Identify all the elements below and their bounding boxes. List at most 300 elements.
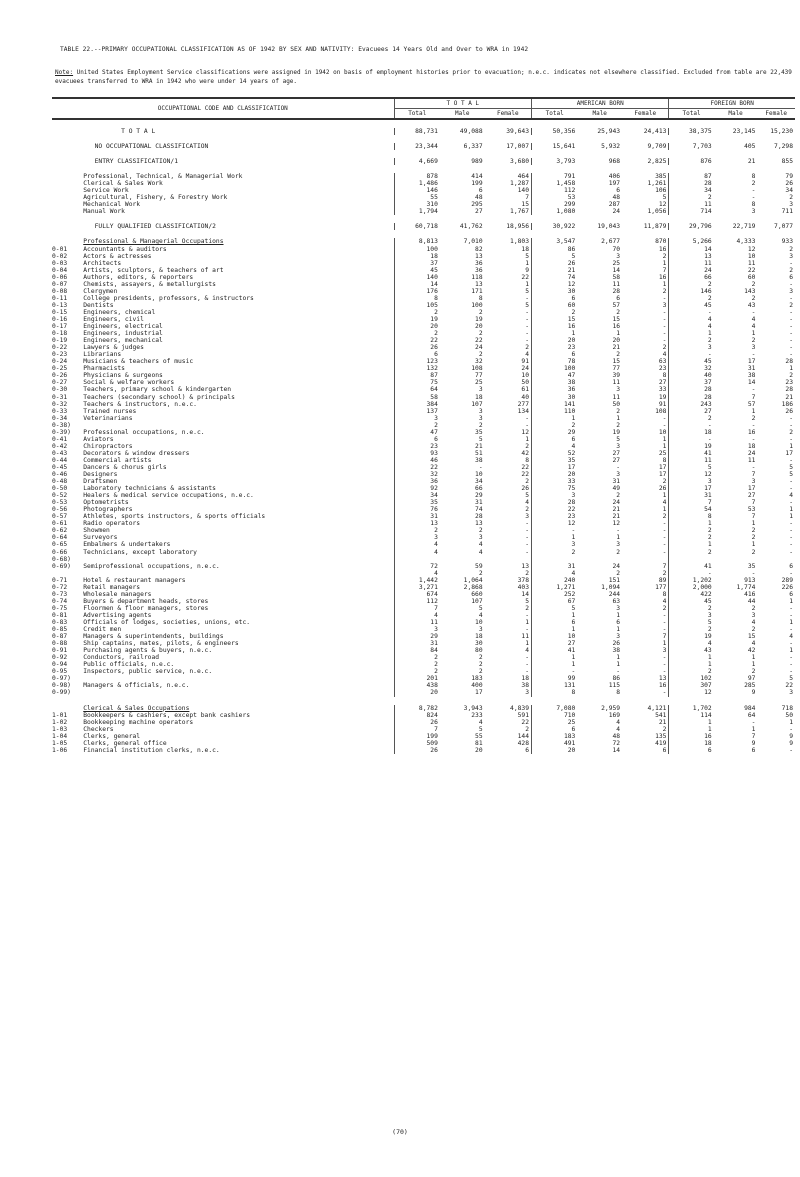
value-cell: 2 [478,330,483,338]
value-cell: 18 [521,675,529,683]
value-cell: 1 [751,725,756,733]
occupation-name: Engineers, mechanical [83,337,163,345]
sub-header: Total [394,109,440,120]
value-cell: 4 [394,570,440,577]
value-cell: - [532,527,578,534]
table-row [52,464,795,471]
value-cell: 28 [612,287,621,295]
value-cell: 13 [521,562,529,570]
value-cell: 80 [475,647,483,655]
value-cell: 24 [747,449,756,457]
value-cell: 8 [525,456,529,464]
sub-header: Total [669,109,714,120]
value-cell: 35 [532,457,578,464]
value-cell: 870 [655,238,667,246]
value-cell: 17 [532,464,578,471]
value-cell: 7 [751,393,756,401]
value-cell: - [751,194,756,202]
value-cell: 3,793 [532,158,578,165]
occupation-name: Professional & Managerial Occupations [83,238,224,246]
value-cell: 8,813 [394,238,440,245]
value-cell: 6,337 [463,143,483,151]
value-cell: 5 [478,435,483,443]
value-cell: 1,486 [394,180,440,187]
value-cell: 36 [532,386,578,393]
occupation-code: 0-07 [52,280,68,288]
occupation-name: Actors & actresses [83,252,152,260]
value-cell: 60,718 [394,223,440,230]
value-cell: 7 [669,499,714,506]
occupation-name: Laboratory technicians & assistants [83,485,216,493]
value-cell: - [662,337,667,345]
value-cell: 2 [789,372,793,380]
value-cell: 87 [394,372,440,379]
value-cell: 4 [669,316,714,323]
value-cell: - [789,344,793,352]
value-cell: 11 [612,393,621,401]
value-cell: - [662,541,667,549]
table-row [52,429,795,436]
occupation-code [52,173,83,180]
occupation-name: Commercial artists [83,456,152,464]
value-cell: 6 [532,351,578,358]
value-cell: 18 [475,633,483,641]
value-cell: 108 [655,407,667,415]
value-cell: 64 [394,386,440,393]
occupation-code: 0-81 [52,611,68,619]
value-cell: 169 [608,711,621,719]
occupation-name: Agricultural, Fishery, & Forestry Work [83,194,228,202]
table-row [52,394,795,401]
table-row [52,450,795,457]
value-cell: 16 [532,323,578,330]
value-cell: 24 [612,208,621,216]
value-cell: 4 [789,633,793,641]
value-cell: 36 [475,259,483,267]
value-cell: 984 [744,704,756,712]
occupation-name: Financial institution clerks, n.e.c. [83,746,220,754]
value-cell: 27 [658,379,667,387]
value-cell: - [662,315,667,323]
occupation-name: Conductors, railroad [83,654,160,662]
value-cell: 1 [532,612,578,619]
table-row [52,323,795,330]
value-cell: 86 [612,675,621,683]
occupation-code: 0-04 [52,266,68,274]
summary-row [52,143,795,150]
value-cell: 3 [394,626,440,633]
table-row [52,499,795,506]
occupation-name: Inspectors, public service, n.e.c. [83,668,213,676]
value-cell: 24 [521,365,529,373]
value-cell: 4 [478,548,483,556]
value-cell: 2 [616,492,621,500]
value-cell: 115 [608,682,621,690]
value-cell: - [789,478,793,486]
value-cell: 91 [658,400,667,408]
table-row [52,201,795,208]
value-cell: 30,922 [532,223,578,230]
occupation-name: Embalmers & undertakers [83,541,171,549]
value-cell: - [662,548,667,556]
table-row [52,747,795,754]
value-cell: 7 [662,266,667,274]
value-cell: 7 [751,732,756,740]
value-cell: 7,077 [774,223,793,231]
value-cell: 29,796 [669,223,714,230]
value-cell: 183 [532,733,578,740]
occupation-name [83,422,394,429]
value-cell: - [789,626,793,634]
occupation-name: Architects [83,259,122,267]
value-cell: 35 [475,428,483,436]
occupation-name: Hotel & restaurant managers [83,576,186,584]
value-cell: 59 [475,562,483,570]
table-row [52,351,795,358]
value-cell: 3 [789,689,793,697]
section-row [52,705,795,712]
group-header-foreign-born: FOREIGN BORN [669,98,795,109]
value-cell: 16 [669,733,714,740]
value-cell: 718 [781,704,793,712]
value-cell [714,556,758,563]
value-cell: 7,298 [774,143,793,151]
value-cell: 30 [532,288,578,295]
value-cell: 8 [662,590,667,598]
table-row [52,740,795,747]
value-cell: - [751,435,756,443]
value-cell: 14 [394,281,440,288]
value-cell: 41 [669,563,714,570]
occupation-name: Dentists [83,301,114,309]
value-cell: 4 [751,315,756,323]
value-cell: - [662,308,667,316]
occupation-name: Technicians, except laboratory [83,548,197,556]
value-cell: 1 [616,534,621,542]
value-cell: - [789,414,793,422]
occupation-code: 0-50 [52,485,68,493]
note-label: Note: [55,69,74,76]
value-cell: 108 [471,365,483,373]
value-cell: 2 [394,527,440,534]
value-cell: 8 [751,173,756,181]
value-cell: 1,702 [669,705,714,712]
value-cell: 4 [525,647,529,655]
value-cell: 2 [525,569,529,577]
table-row [52,408,795,415]
spacer-row [52,150,795,158]
value-cell: 50 [612,400,621,408]
value-cell: 25 [532,719,578,726]
occupation-name: Decorators & window dressers [83,449,190,457]
value-cell: 6 [616,187,621,195]
value-cell: 5 [525,301,529,309]
occupation-code: 0-34 [52,414,68,422]
value-cell [757,556,795,563]
table-row [52,485,795,492]
value-cell: 37 [394,260,440,267]
value-cell: 3 [662,647,667,655]
value-cell: 64 [747,711,756,719]
value-cell: 16 [747,428,756,436]
value-cell: 710 [532,712,578,719]
value-cell: 244 [608,590,621,598]
value-cell: - [789,330,793,338]
occupation-name: Professional, Technical, & Managerial Work [83,173,243,181]
occupation-name: Teachers (secondary school) & principals [83,393,235,401]
value-cell: 8 [751,201,756,209]
value-cell: 22 [747,266,756,274]
occupation-table [52,97,795,754]
value-cell: 384 [394,401,440,408]
value-cell: 1,774 [736,583,756,591]
value-cell: 1 [669,726,714,733]
value-cell: 1 [751,654,756,662]
value-cell: 2 [525,604,529,612]
occupation-name: Athletes, sports instructors, & sports officials [83,513,266,521]
value-cell: - [616,463,621,471]
value-cell: 878 [394,173,440,180]
value-cell: 57 [612,301,621,309]
value-cell: 74 [532,274,578,281]
value-cell: - [525,330,529,338]
value-cell: 8 [394,295,440,302]
value-cell: 3 [525,513,529,521]
occupation-code [52,158,83,165]
occupation-code: 0-32 [52,400,68,408]
value-cell: 1,458 [532,180,578,187]
value-cell: 10 [658,428,667,436]
value-cell: 22,719 [732,223,756,231]
value-cell: 12 [669,689,714,696]
value-cell: 7 [662,562,667,570]
value-cell: 15,230 [770,128,793,135]
value-cell: 151 [608,576,621,584]
value-cell: 82 [475,245,483,253]
value-cell: - [669,351,714,358]
value-cell: 19 [612,428,621,436]
value-cell: 21 [475,442,483,450]
occupation-name: Authors, editors, & reporters [83,273,194,281]
spacer-cell [52,165,795,173]
table-row [52,478,795,485]
value-cell: 54 [669,506,714,513]
value-cell: 2 [751,337,756,345]
value-cell: 20 [394,689,440,696]
value-cell: - [662,689,667,697]
value-cell: 1 [532,654,578,661]
value-cell: 20 [532,471,578,478]
value-cell: 21 [612,513,621,521]
value-cell: - [525,527,529,535]
value-cell: - [789,323,793,331]
value-cell: 31 [394,640,440,647]
occupation-name: Clerks, general [83,732,141,740]
value-cell: 13 [658,675,667,683]
value-cell: 7 [394,726,440,733]
value-cell: 1 [669,520,714,527]
value-cell: 15 [612,358,621,366]
table-row [52,719,795,726]
value-cell: 1,056 [647,208,667,216]
value-cell: 89 [658,576,667,584]
occupation-name: Officials of lodges, societies, unions, etc. [83,619,251,626]
value-cell: 27 [669,408,714,415]
value-cell: 13 [475,252,483,260]
value-cell: - [751,463,756,471]
value-cell: 22 [394,337,440,344]
value-cell: 2 [525,725,529,733]
value-cell: 438 [394,682,440,689]
occupation-name: T O T A L [83,128,156,135]
value-cell: 39 [612,372,621,380]
value-cell: 15,641 [532,143,578,150]
value-cell: - [789,499,793,507]
occupation-code: 0-22 [52,344,68,352]
value-cell: - [525,668,529,676]
value-cell: 5 [525,492,529,500]
occupation-name: Engineers, chemical [83,308,156,316]
value-cell: 93 [394,450,440,457]
value-cell: 428 [517,739,529,747]
value-cell: 25 [612,259,621,267]
value-cell [532,556,578,563]
value-cell: 35 [747,562,756,570]
value-cell: 2 [478,351,483,359]
table-row [52,647,795,654]
value-cell: - [662,520,667,528]
value-cell: - [525,337,529,345]
table-row [52,577,795,584]
table-row [52,633,795,640]
value-cell: 1 [669,330,714,337]
value-cell: 2 [394,330,440,337]
value-cell: 19 [669,633,714,640]
occupation-code: 0-91 [52,647,68,655]
value-cell: 22 [532,506,578,513]
value-cell: 2 [751,626,756,634]
value-cell: 47 [394,429,440,436]
value-cell: 5 [669,619,714,626]
value-cell: 18 [394,253,440,260]
table-row [52,527,795,534]
value-cell: 2 [616,569,621,577]
value-cell: - [662,527,667,535]
value-cell: 28 [669,394,714,401]
value-cell: - [525,520,529,528]
value-cell: 135 [655,732,667,740]
value-cell: 31 [532,563,578,570]
value-cell: 137 [394,408,440,415]
value-cell: - [662,414,667,422]
value-cell: 5 [525,597,529,605]
value-cell: 1,803 [510,238,529,246]
value-cell: 26 [521,485,529,493]
table-row [52,365,795,372]
occupation-code: 0-02 [52,252,68,260]
occupation-name: Musicians & teachers of music [83,358,194,366]
sub-header: Male [440,109,485,120]
value-cell: 17 [747,358,756,366]
value-cell: 10 [747,252,756,260]
value-cell: - [789,668,793,676]
value-cell: 1,287 [510,180,529,188]
value-cell: 20 [612,337,621,345]
summary-row [52,158,795,165]
table-row [52,358,795,365]
value-cell: 7 [525,194,529,202]
occupation-code: 0-73 [52,590,68,598]
value-cell: 31 [669,492,714,499]
value-cell: - [525,661,529,669]
table-row [52,344,795,351]
occupation-code: 0-13 [52,301,68,309]
value-cell: 2,959 [601,704,621,712]
table-row [52,549,795,556]
value-cell: 29 [475,492,483,500]
value-cell: 2 [478,661,483,669]
value-cell: 42 [747,647,756,655]
value-cell: 3 [616,541,621,549]
spacer-cell [52,150,795,158]
value-cell: 14 [521,590,529,598]
value-cell: 9 [789,732,793,740]
value-cell: - [789,485,793,493]
value-cell: 2 [478,654,483,662]
value-cell: 7 [394,605,440,612]
value-cell: - [789,611,793,619]
occupation-code: 1-04 [52,732,68,740]
table-row [52,194,795,201]
value-cell: 6 [394,436,440,443]
value-cell: 2 [669,605,714,612]
value-cell: 3,943 [463,704,483,712]
summary-row [52,223,795,230]
table-row [52,726,795,733]
value-cell: - [478,463,483,471]
value-cell: 2 [789,428,793,436]
value-cell: 17 [658,471,667,479]
value-cell: - [751,569,756,577]
value-cell: 38 [612,647,621,655]
value-cell: 2 [394,309,440,316]
value-cell: 55 [394,194,440,201]
value-cell: 9 [751,739,756,747]
value-cell: 2 [662,478,667,486]
value-cell: 61 [521,386,529,394]
occupation-name: Veterinarians [83,414,133,422]
occupation-name: Mechanical Work [83,201,141,209]
spacer-cell [52,230,795,238]
value-cell: 660 [471,590,483,598]
value-cell: 72 [394,563,440,570]
table-row [52,682,795,689]
table-row [52,626,795,633]
value-cell: 2 [669,295,714,302]
value-cell: 4 [394,541,440,548]
value-cell: 5 [525,287,529,295]
occupation-code [52,128,83,135]
value-cell: 2 [789,266,793,274]
value-cell [394,556,440,563]
occupation-name: Retail managers [83,583,141,591]
value-cell: 32 [669,365,714,372]
value-cell: 26 [785,180,793,188]
value-cell: 3 [478,414,483,422]
value-cell: 4 [662,597,667,605]
value-cell: 40 [521,393,529,401]
value-cell: 3 [616,252,621,260]
